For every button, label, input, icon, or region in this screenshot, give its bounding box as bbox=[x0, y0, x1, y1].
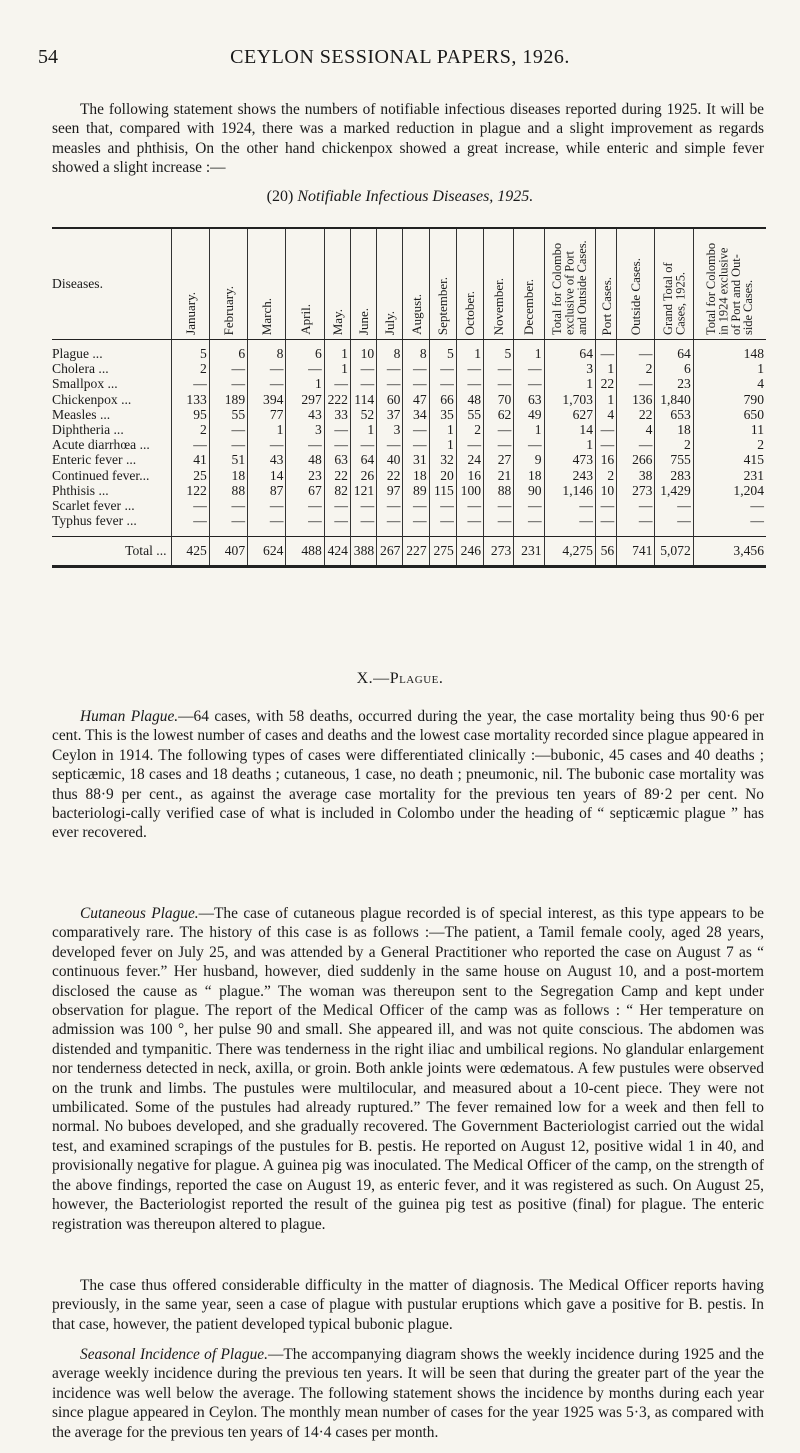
table-cell: 6 bbox=[286, 340, 324, 362]
table-cell: 1 bbox=[693, 361, 766, 376]
table-cell: — bbox=[324, 437, 350, 452]
table-cell: 66 bbox=[429, 392, 456, 407]
table-cell: — bbox=[617, 376, 655, 391]
table-cell: 10 bbox=[350, 340, 376, 362]
table-row bbox=[52, 483, 766, 498]
total-cell: 741 bbox=[617, 537, 655, 567]
intro-paragraph: The following statement shows the numbers of notifiable infectious diseases reported during 1925. It will be seen that, compared with 1924, there was a marked reduction in plague and a slight improvement as regards measles and phthisis, On the other hand chickenpox showed a great increase, while enteric and simple fever showed a slight increase :— bbox=[52, 101, 764, 177]
total-cell: 4,275 bbox=[544, 537, 595, 567]
total-cell: 267 bbox=[377, 537, 403, 567]
table-cell: — bbox=[171, 376, 209, 391]
table-cell: 24 bbox=[456, 452, 483, 467]
table-cell: — bbox=[484, 498, 514, 513]
table-cell: 1,703 bbox=[544, 392, 595, 407]
table-cell: — bbox=[403, 361, 429, 376]
table-cell: 1 bbox=[514, 340, 544, 362]
table-cell: 43 bbox=[248, 452, 286, 467]
table-cell: 62 bbox=[484, 407, 514, 422]
cutaneous-plague-paragraph bbox=[52, 904, 764, 1234]
table-cell: 16 bbox=[595, 452, 616, 467]
total-cell: 227 bbox=[403, 537, 429, 567]
diseases-table bbox=[52, 227, 766, 568]
table-cell: 755 bbox=[655, 452, 693, 467]
table-cell: 77 bbox=[248, 407, 286, 422]
table-cell: 87 bbox=[248, 483, 286, 498]
header-outside-cases: Outside Cases. bbox=[617, 228, 655, 340]
seasonal-incidence-paragraph bbox=[52, 1345, 764, 1442]
table-cell: 297 bbox=[286, 392, 324, 407]
paragraph-text: —The accompanying diagram shows the weekly incidence during 1925 and the average weekly incidence during the previous ten years. It will be seen that during the greater part of the year the incidence was well below the average. The following statement shows the incidence by months during each year since plague appeared in Ceylon. The monthly mean number of cases for the year 1925 was 5·3, as compared with the average for the previous ten years of 14·4 cases per month. bbox=[52, 1346, 764, 1441]
table-cell: — bbox=[655, 498, 693, 513]
table-cell: 22 bbox=[377, 468, 403, 483]
table-cell: — bbox=[544, 513, 595, 537]
table-cell: — bbox=[171, 513, 209, 537]
header-june: June. bbox=[350, 228, 376, 340]
table-cell: 63 bbox=[324, 452, 350, 467]
header-colombo-total: Total for Colombo exclusive of Port and Outside Cases. bbox=[544, 228, 595, 340]
table-cell: 650 bbox=[693, 407, 766, 422]
table-cell: 2 bbox=[456, 422, 483, 437]
table-cell: — bbox=[171, 437, 209, 452]
table-cell: — bbox=[324, 498, 350, 513]
page-header bbox=[38, 46, 762, 70]
disease-name-cell: Continued fever... bbox=[52, 467, 150, 483]
table-cell: 2 bbox=[171, 361, 209, 376]
table-cell: 70 bbox=[484, 392, 514, 407]
table-cell: 1 bbox=[350, 422, 376, 437]
table-cell: 8 bbox=[248, 340, 286, 362]
table-cell: — bbox=[514, 361, 544, 376]
table-header-row bbox=[52, 228, 766, 340]
table-cell: — bbox=[595, 422, 616, 437]
disease-name-cell: Diphtheria ... bbox=[52, 422, 124, 438]
table-cell: 6 bbox=[209, 340, 247, 362]
header-november: November. bbox=[484, 228, 514, 340]
table-cell: 473 bbox=[544, 452, 595, 467]
table-cell: 27 bbox=[484, 452, 514, 467]
table-cell: — bbox=[595, 498, 616, 513]
total-cell: 407 bbox=[209, 537, 247, 567]
header-march: March. bbox=[248, 228, 286, 340]
table-cell: 136 bbox=[617, 392, 655, 407]
table-cell: 33 bbox=[324, 407, 350, 422]
table-row bbox=[52, 513, 766, 537]
table-cell: — bbox=[377, 513, 403, 537]
header-september: September. bbox=[429, 228, 456, 340]
table-cell: 43 bbox=[286, 407, 324, 422]
section-heading bbox=[0, 670, 800, 688]
header-january: January. bbox=[171, 228, 209, 340]
table-cell: — bbox=[403, 437, 429, 452]
table-cell: — bbox=[484, 376, 514, 391]
header-grand-total: Grand Total of Cases, 1925. bbox=[655, 228, 693, 340]
table-cell: — bbox=[377, 361, 403, 376]
total-cell: 424 bbox=[324, 537, 350, 567]
table-cell: 25 bbox=[171, 468, 209, 483]
table-cell: — bbox=[693, 498, 766, 513]
table-row bbox=[52, 468, 766, 483]
table-cell: 22 bbox=[617, 407, 655, 422]
table-cell: 14 bbox=[248, 468, 286, 483]
table-cell: 148 bbox=[693, 340, 766, 362]
table-cell: 1 bbox=[544, 376, 595, 391]
table-cell: 26 bbox=[350, 468, 376, 483]
disease-name-cell: Smallpox ... bbox=[52, 376, 118, 392]
table-cell: 60 bbox=[377, 392, 403, 407]
table-cell: 1 bbox=[429, 437, 456, 452]
table-cell: 283 bbox=[655, 468, 693, 483]
table-cell: — bbox=[617, 340, 655, 362]
table-cell: — bbox=[324, 376, 350, 391]
total-row bbox=[52, 537, 766, 567]
table-cell: — bbox=[209, 498, 247, 513]
table-cell: 32 bbox=[429, 452, 456, 467]
table-cell: — bbox=[429, 498, 456, 513]
table-row bbox=[52, 437, 766, 452]
table-cell: — bbox=[350, 437, 376, 452]
table-cell: — bbox=[324, 513, 350, 537]
table-cell: — bbox=[514, 376, 544, 391]
table-number: (20) bbox=[266, 188, 294, 205]
table-cell: 41 bbox=[171, 452, 209, 467]
total-cell: 425 bbox=[171, 537, 209, 567]
table-cell: — bbox=[377, 437, 403, 452]
table-cell: 415 bbox=[693, 452, 766, 467]
table-cell: 6 bbox=[655, 361, 693, 376]
table-cell: — bbox=[693, 513, 766, 537]
total-cell: 488 bbox=[286, 537, 324, 567]
disease-name-cell: Typhus fever ... bbox=[52, 513, 137, 529]
table-row bbox=[52, 422, 766, 437]
header-april: April. bbox=[286, 228, 324, 340]
table-cell: 31 bbox=[403, 452, 429, 467]
table-cell: 5 bbox=[484, 340, 514, 362]
table-cell: 653 bbox=[655, 407, 693, 422]
header-total-1924: Total for Colombo in 1924 exclusive of Port and Out-side Cases. bbox=[693, 228, 766, 340]
table-cell: 3 bbox=[377, 422, 403, 437]
table-cell: 11 bbox=[693, 422, 766, 437]
table-cell: 18 bbox=[209, 468, 247, 483]
header-may: May. bbox=[324, 228, 350, 340]
table-cell: 8 bbox=[377, 340, 403, 362]
table-cell: — bbox=[377, 498, 403, 513]
table-cell: 115 bbox=[429, 483, 456, 498]
table-cell: 4 bbox=[595, 407, 616, 422]
table-cell: — bbox=[456, 361, 483, 376]
table-cell: — bbox=[324, 422, 350, 437]
table-cell: 3 bbox=[286, 422, 324, 437]
table-cell: 49 bbox=[514, 407, 544, 422]
table-title: Notifiable Infectious Diseases, 1925. bbox=[297, 188, 534, 205]
table-cell: 273 bbox=[617, 483, 655, 498]
table-cell: — bbox=[655, 513, 693, 537]
table-cell: — bbox=[595, 513, 616, 537]
table-cell: 23 bbox=[655, 376, 693, 391]
table-cell: — bbox=[248, 498, 286, 513]
table-cell: 64 bbox=[350, 452, 376, 467]
table-row bbox=[52, 392, 766, 407]
disease-name-cell: Cholera ... bbox=[52, 361, 109, 377]
table-row bbox=[52, 452, 766, 467]
table-cell: — bbox=[248, 513, 286, 537]
table-cell: — bbox=[595, 437, 616, 452]
table-cell: 21 bbox=[484, 468, 514, 483]
table-cell: 122 bbox=[171, 483, 209, 498]
table-cell: — bbox=[429, 361, 456, 376]
table-cell: — bbox=[209, 361, 247, 376]
table-cell: — bbox=[350, 376, 376, 391]
table-cell: 1 bbox=[514, 422, 544, 437]
table-cell: 88 bbox=[484, 483, 514, 498]
table-cell: 2 bbox=[693, 437, 766, 452]
table-caption bbox=[0, 188, 800, 206]
table-cell: 1,429 bbox=[655, 483, 693, 498]
table-cell: 394 bbox=[248, 392, 286, 407]
table-cell: 18 bbox=[655, 422, 693, 437]
table-cell: 14 bbox=[544, 422, 595, 437]
table-cell: 243 bbox=[544, 468, 595, 483]
table-cell: 37 bbox=[377, 407, 403, 422]
table-cell: — bbox=[484, 437, 514, 452]
paragraph-lead: Cutaneous Plague. bbox=[80, 905, 199, 922]
table-cell: 88 bbox=[209, 483, 247, 498]
header-port-cases: Port Cases. bbox=[595, 228, 616, 340]
paragraph-lead: Seasonal Incidence of Plague. bbox=[80, 1346, 268, 1363]
table-cell: 55 bbox=[209, 407, 247, 422]
header-february: February. bbox=[209, 228, 247, 340]
table-cell: — bbox=[456, 437, 483, 452]
header-diseases: Diseases. bbox=[52, 228, 171, 340]
table-cell: 52 bbox=[350, 407, 376, 422]
total-cell: 624 bbox=[248, 537, 286, 567]
table-cell: — bbox=[429, 376, 456, 391]
table-cell: 55 bbox=[456, 407, 483, 422]
paragraph-text: —64 cases, with 58 deaths, occurred during the year, the case mortality being thus 90·6 per cent. This is the lowest number of cases and deaths and the lowest case mortality recorded since plague appeared in Ceylon in 1914. The following types of cases were differentiated clinically :—bubonic, 45 cases and 40 deaths ; septicæmic, 18 cases and 18 deaths ; cutaneous, 1 case, no death ; pneumonic, nil. The bubonic case mortality was thus 88·9 per cent., as against the average case mortality for the previous ten years of 89·2 per cent. No bacteriologi-cally verified case of what is included in Colombo under the heading of “ septicæmic plague ” has ever recovered. bbox=[52, 708, 764, 842]
table-cell: — bbox=[350, 361, 376, 376]
table-cell: — bbox=[595, 340, 616, 362]
table-cell: — bbox=[484, 513, 514, 537]
paragraph-lead: Human Plague. bbox=[80, 708, 179, 725]
total-label-cell: Total ... bbox=[52, 537, 171, 567]
table-cell: 189 bbox=[209, 392, 247, 407]
table-cell: 1 bbox=[248, 422, 286, 437]
table-cell: 1 bbox=[286, 376, 324, 391]
table-cell: 48 bbox=[286, 452, 324, 467]
table-row bbox=[52, 376, 766, 391]
table-cell: — bbox=[544, 498, 595, 513]
table-cell: — bbox=[248, 376, 286, 391]
header-july: July. bbox=[377, 228, 403, 340]
table-cell: 133 bbox=[171, 392, 209, 407]
total-cell: 231 bbox=[514, 537, 544, 567]
table-cell: 1 bbox=[324, 340, 350, 362]
disease-name-cell: Chickenpox ... bbox=[52, 391, 132, 407]
table-cell: 20 bbox=[429, 468, 456, 483]
table-cell: 266 bbox=[617, 452, 655, 467]
table-cell: 82 bbox=[324, 483, 350, 498]
table-row bbox=[52, 498, 766, 513]
disease-name-cell: Acute diarrhœa ... bbox=[52, 437, 150, 453]
table-cell: 18 bbox=[514, 468, 544, 483]
table-cell: 23 bbox=[286, 468, 324, 483]
total-cell: 246 bbox=[456, 537, 483, 567]
table-cell: 8 bbox=[403, 340, 429, 362]
table-cell: — bbox=[248, 437, 286, 452]
disease-name-cell: Plague ... bbox=[52, 346, 103, 361]
table-cell: — bbox=[171, 498, 209, 513]
table-cell: — bbox=[286, 437, 324, 452]
table-cell: — bbox=[209, 376, 247, 391]
table-cell: — bbox=[286, 513, 324, 537]
table-cell: — bbox=[456, 498, 483, 513]
table-cell: — bbox=[484, 361, 514, 376]
table-cell: 1 bbox=[456, 340, 483, 362]
table-cell: — bbox=[514, 513, 544, 537]
table-cell: — bbox=[248, 361, 286, 376]
table-cell: — bbox=[617, 513, 655, 537]
section-title: Plague. bbox=[389, 670, 444, 687]
table-cell: 1 bbox=[324, 361, 350, 376]
table-cell: 2 bbox=[655, 437, 693, 452]
table-cell: 2 bbox=[595, 468, 616, 483]
table-cell: — bbox=[403, 422, 429, 437]
table-cell: 222 bbox=[324, 392, 350, 407]
total-cell: 275 bbox=[429, 537, 456, 567]
paragraph-text: —The case of cutaneous plague recorded is of special interest, as this type appears to be comparatively rare. The history of this case is as follows :—The patient, a Tamil female cooly, aged 28 years, developed fever on July 25, and was attended by a General Practitioner who reported the case on August 7 as “ continuous fever.” Her husband, however, died suddenly in the same house on August 10, and a post-mortem disclosed the cause as “ plague.” The woman was thereupon sent to the Segregation Camp and kept under observation for plague. The report of the Medical Officer of the camp was as follows : “ Her temperature on admission was 100 °, her pulse 90 and small. She appeared ill, and was not quite conscious. The abdomen was distended and tympanitic. There was tenderness in the right iliac and umbilical regions. No glandular enlargement nor tenderness detected in neck, axilla, or groin. Both ankle joints were œdematous. A few pustules were observed on the trunk and limbs. The pustules were multilocular, and measured about a 10-cent piece. They were not umbilicated. Some of the pustules had already ruptured.” The fever remained low for a week and then fell to normal. No buboes developed, and she gradually recovered. The Government Bacteriologist carried out the widal test, and examined scrapings of the pustules for B. pestis. He reported on August 12, positive widal 1 in 40, and provisionally negative for plague. A guinea pig was inoculated. The Medical Officer of the camp, on the strength of the above findings, reported the case on August 19, as enteric fever, and it was registered as such. On August 25, however, the Bacteriologist reported the result of the guinea pig test as positive (final) for plague. The enteric registration was thereupon altered to plague. bbox=[52, 905, 764, 1233]
table-cell: 95 bbox=[171, 407, 209, 422]
table-cell: — bbox=[350, 498, 376, 513]
table-cell: — bbox=[286, 361, 324, 376]
human-plague-paragraph bbox=[52, 707, 764, 843]
table-cell: 10 bbox=[595, 483, 616, 498]
table-cell: — bbox=[209, 437, 247, 452]
table-cell: 90 bbox=[514, 483, 544, 498]
table-cell: — bbox=[350, 513, 376, 537]
table-cell: — bbox=[403, 513, 429, 537]
disease-name-cell: Enteric fever ... bbox=[52, 452, 137, 468]
table-cell: 47 bbox=[403, 392, 429, 407]
table-cell: 5 bbox=[171, 340, 209, 362]
table-row bbox=[52, 407, 766, 422]
page-number: 54 bbox=[38, 46, 58, 68]
table-cell: — bbox=[377, 376, 403, 391]
disease-name-cell: Scarlet fever ... bbox=[52, 498, 135, 514]
table-cell: 4 bbox=[617, 422, 655, 437]
total-cell: 388 bbox=[350, 537, 376, 567]
table-cell: 64 bbox=[655, 340, 693, 362]
table-cell: 2 bbox=[617, 361, 655, 376]
table-cell: 18 bbox=[403, 468, 429, 483]
table-cell: 114 bbox=[350, 392, 376, 407]
section-number: X.— bbox=[356, 670, 390, 687]
table-cell: — bbox=[484, 422, 514, 437]
table-cell: 35 bbox=[429, 407, 456, 422]
table-cell: — bbox=[286, 498, 324, 513]
table-cell: 121 bbox=[350, 483, 376, 498]
table-cell: — bbox=[456, 376, 483, 391]
header-august: August. bbox=[403, 228, 429, 340]
disease-name-cell: Measles ... bbox=[52, 406, 111, 422]
table-body bbox=[52, 340, 766, 537]
table-cell: 4 bbox=[693, 376, 766, 391]
table-cell: 1 bbox=[429, 422, 456, 437]
table-cell: 48 bbox=[456, 392, 483, 407]
table-cell: — bbox=[456, 513, 483, 537]
table-cell: 3 bbox=[544, 361, 595, 376]
table-cell: — bbox=[514, 437, 544, 452]
table-cell: 1,204 bbox=[693, 483, 766, 498]
table-cell: — bbox=[429, 513, 456, 537]
total-cell: 5,072 bbox=[655, 537, 693, 567]
table-cell: — bbox=[514, 498, 544, 513]
table-cell: 5 bbox=[429, 340, 456, 362]
table-cell: — bbox=[209, 422, 247, 437]
table-cell: 1,146 bbox=[544, 483, 595, 498]
total-cell: 56 bbox=[595, 537, 616, 567]
table-cell: 67 bbox=[286, 483, 324, 498]
table-cell: 38 bbox=[617, 468, 655, 483]
table-cell: 100 bbox=[456, 483, 483, 498]
table-cell: 9 bbox=[514, 452, 544, 467]
table-cell: 1 bbox=[595, 392, 616, 407]
total-cell: 273 bbox=[484, 537, 514, 567]
table-cell: 64 bbox=[544, 340, 595, 362]
table-cell: — bbox=[617, 498, 655, 513]
table-cell: 1,840 bbox=[655, 392, 693, 407]
table-row bbox=[52, 361, 766, 376]
table-cell: 1 bbox=[595, 361, 616, 376]
table-cell: 97 bbox=[377, 483, 403, 498]
table-cell: — bbox=[617, 437, 655, 452]
diagnosis-paragraph: The case thus offered considerable difficulty in the matter of diagnosis. The Medical Officer reports having previously, in the same year, seen a case of plague with pustular eruptions which gave a positive for B. pestis. In that case, however, the patient developed typical bubonic plague. bbox=[52, 1277, 764, 1333]
table-cell: — bbox=[403, 498, 429, 513]
total-cell: 3,456 bbox=[693, 537, 766, 567]
table-cell: 22 bbox=[595, 376, 616, 391]
header-december: December. bbox=[514, 228, 544, 340]
table-cell: — bbox=[209, 513, 247, 537]
table-cell: 627 bbox=[544, 407, 595, 422]
table-cell: 1 bbox=[544, 437, 595, 452]
table-cell: 22 bbox=[324, 468, 350, 483]
table-cell: — bbox=[403, 376, 429, 391]
running-title: CEYLON SESSIONAL PAPERS, 1926. bbox=[230, 46, 570, 68]
table-cell: 16 bbox=[456, 468, 483, 483]
table-cell: 51 bbox=[209, 452, 247, 467]
table-row bbox=[52, 340, 766, 362]
table-cell: 40 bbox=[377, 452, 403, 467]
table-cell: 790 bbox=[693, 392, 766, 407]
table-cell: 231 bbox=[693, 468, 766, 483]
table-cell: 34 bbox=[403, 407, 429, 422]
header-october: October. bbox=[456, 228, 483, 340]
table-cell: 2 bbox=[171, 422, 209, 437]
table-cell: 63 bbox=[514, 392, 544, 407]
table-cell: 89 bbox=[403, 483, 429, 498]
disease-name-cell: Phthisis ... bbox=[52, 482, 109, 498]
